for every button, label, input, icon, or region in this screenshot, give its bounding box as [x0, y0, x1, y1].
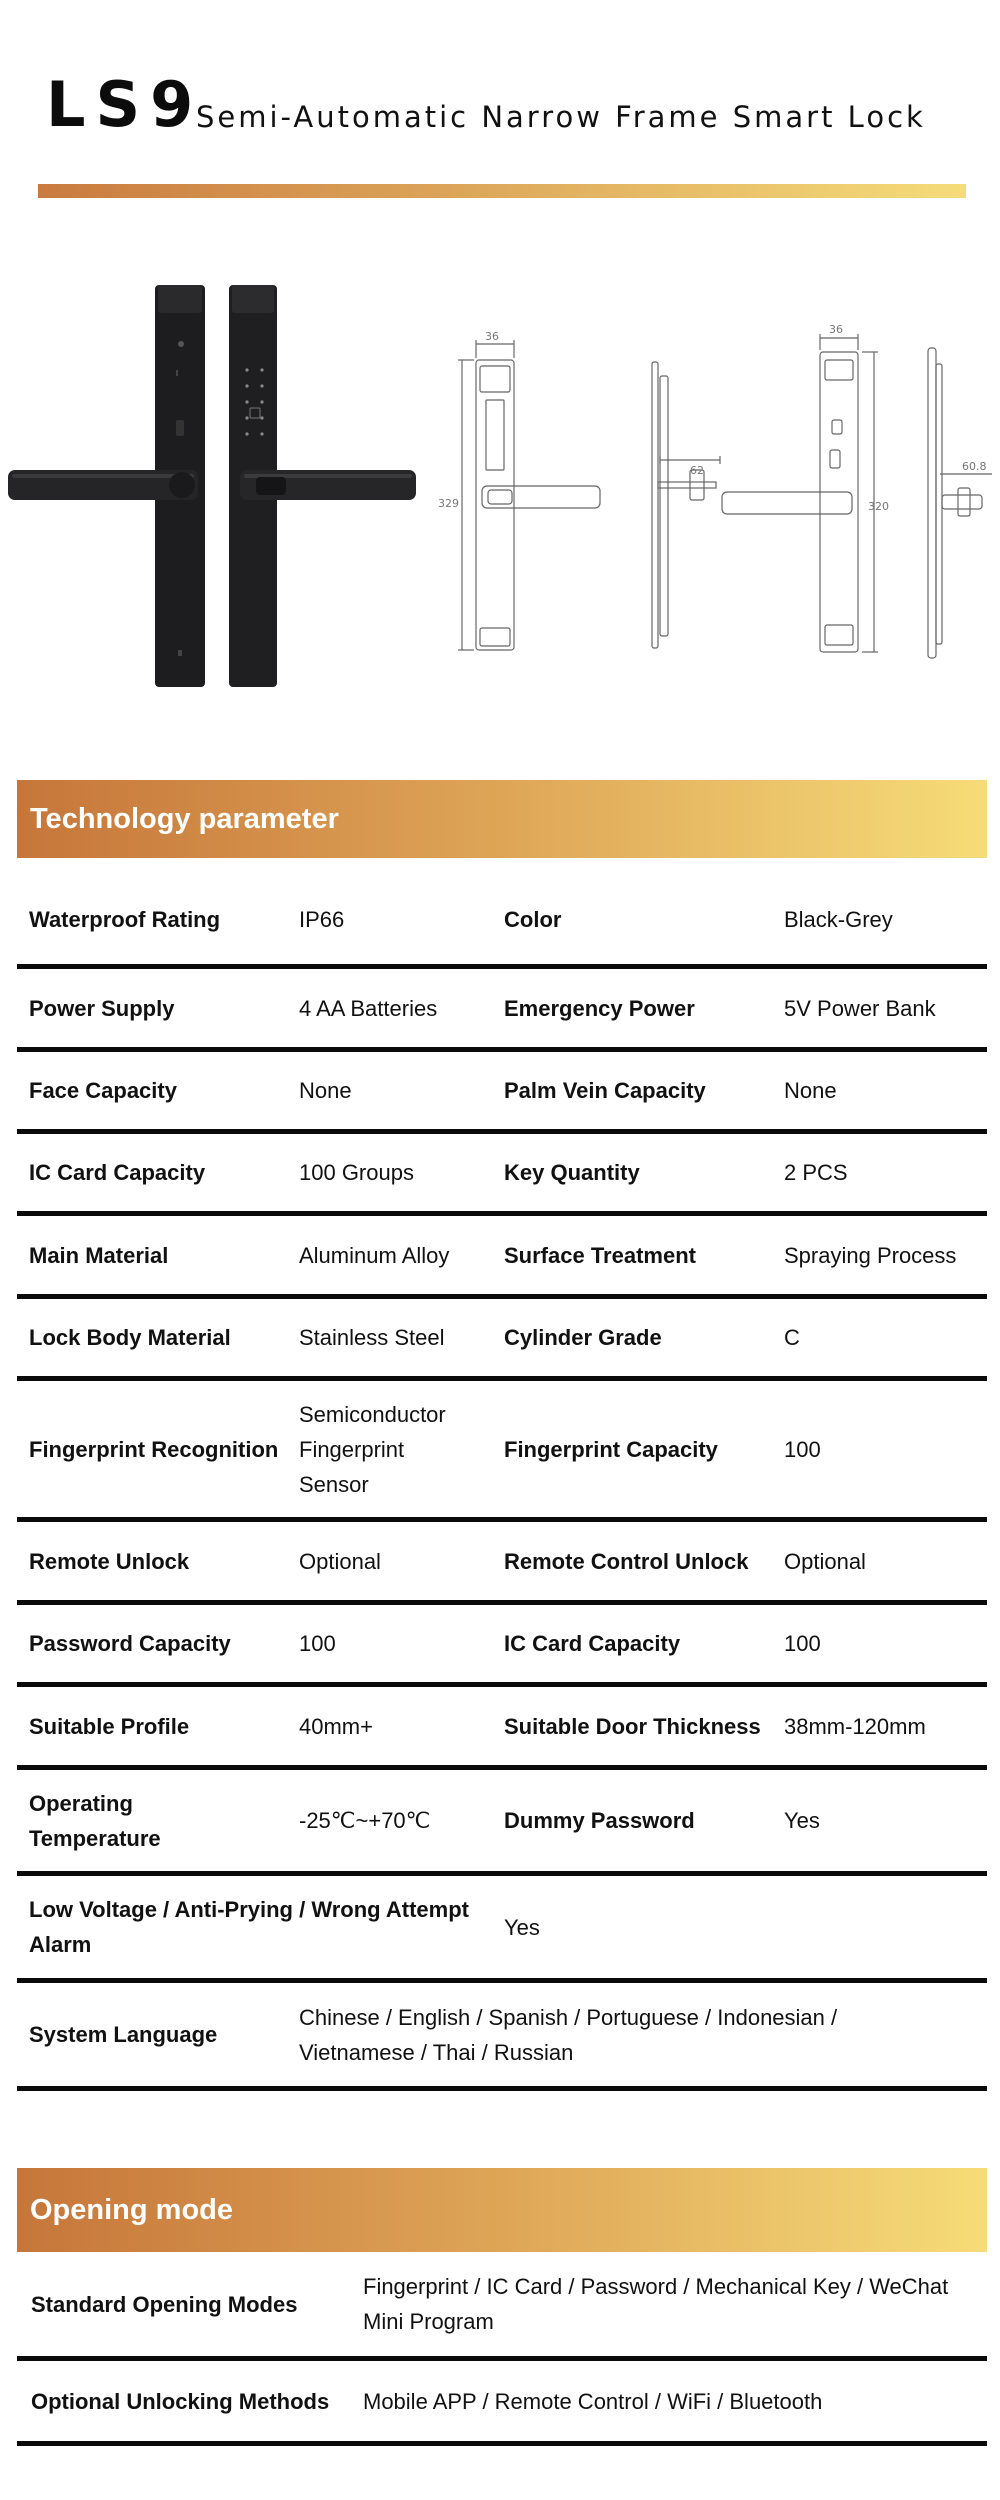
param-label: Operating Temperature — [29, 1790, 161, 1851]
drawing-side-view — [652, 362, 720, 648]
param-value: 40mm+ — [299, 1713, 373, 1739]
param-label: Remote Control Unlock — [504, 1548, 749, 1574]
param-value: Aluminum Alloy — [299, 1242, 450, 1268]
header-gradient-bar — [38, 184, 966, 198]
param-value: Optional — [784, 1548, 866, 1574]
opening-value: Fingerprint / IC Card / Password / Mechanical Key / WeChat Mini Program — [363, 2274, 949, 2334]
param-row — [17, 1770, 987, 1871]
param-row — [17, 873, 987, 965]
product-images — [0, 270, 1000, 710]
param-label: Low Voltage / Anti-Prying / Wrong Attempt Alarm — [29, 1897, 469, 1957]
param-value: IP66 — [299, 906, 345, 932]
tech-parameter-title: Technology parameter — [30, 803, 339, 835]
lock-photo-keypad — [229, 285, 416, 687]
param-value: 38mm-120mm — [784, 1713, 926, 1739]
param-value: -25℃~+70℃ — [299, 1808, 431, 1833]
param-value: Spraying Process — [784, 1242, 957, 1268]
model-name: LS9 — [46, 68, 204, 141]
row-divider — [17, 2086, 987, 2091]
param-row — [17, 1876, 987, 1978]
param-row — [17, 1687, 987, 1765]
param-value: C — [784, 1325, 800, 1350]
param-row — [17, 969, 987, 1047]
param-label: Emergency Power — [504, 995, 695, 1021]
param-label: Password Capacity — [29, 1631, 231, 1656]
dim-rear-width: 36 — [829, 323, 843, 336]
opening-mode-title: Opening mode — [30, 2194, 233, 2226]
opening-row — [17, 2361, 987, 2441]
page-header — [40, 68, 970, 156]
param-label: Dummy Password — [504, 1808, 695, 1833]
opening-value: Mobile APP / Remote Control / WiFi / Bluetooth — [363, 2388, 823, 2414]
opening-label: Optional Unlocking Methods — [31, 2388, 330, 2414]
param-label: Key Quantity — [504, 1160, 640, 1185]
param-value: Yes — [504, 1914, 540, 1940]
param-row — [17, 1522, 987, 1600]
param-label: System Language — [29, 2022, 218, 2047]
param-label: Power Supply — [29, 995, 175, 1021]
dim-rear-depth: 60.8 — [962, 460, 987, 473]
row-divider — [17, 2441, 987, 2446]
param-value: Optional — [299, 1548, 381, 1574]
param-label: Color — [504, 906, 562, 932]
param-label: Face Capacity — [29, 1078, 177, 1103]
param-row — [17, 1216, 987, 1294]
param-label: Remote Unlock — [29, 1548, 190, 1574]
dim-front-width: 36 — [485, 330, 499, 343]
dim-rear-height: 320 — [868, 500, 889, 513]
param-value: Black-Grey — [784, 906, 893, 932]
lock-photo-outer — [8, 285, 205, 687]
param-label: IC Card Capacity — [29, 1160, 206, 1185]
param-label: Fingerprint Recognition — [29, 1436, 279, 1462]
param-label: Suitable Profile — [29, 1713, 190, 1739]
dim-side-depth: 62 — [690, 464, 704, 477]
param-label: Surface Treatment — [504, 1242, 696, 1268]
drawing-side-view-right — [928, 348, 992, 658]
param-value: 100 Groups — [299, 1160, 414, 1185]
tech-parameter-banner — [17, 780, 987, 858]
param-row — [17, 1052, 987, 1129]
product-illustration — [0, 270, 1000, 710]
param-row — [17, 1983, 987, 2086]
product-subtitle: Semi-Automatic Narrow Frame Smart Lock — [196, 100, 926, 134]
param-value: Stainless Steel — [299, 1325, 445, 1350]
param-label: Suitable Door Thickness — [504, 1713, 761, 1739]
param-value: 100 — [784, 1631, 821, 1656]
param-label: Main Material — [29, 1242, 169, 1268]
opening-row — [17, 2252, 987, 2356]
param-label: Cylinder Grade — [504, 1325, 662, 1350]
param-value: Semiconductor Fingerprint Sensor — [299, 1401, 446, 1497]
param-row — [17, 1134, 987, 1211]
param-label: Palm Vein Capacity — [504, 1078, 706, 1103]
opening-mode-banner — [17, 2168, 987, 2252]
param-value: None — [299, 1078, 352, 1103]
param-value: 100 — [299, 1631, 336, 1656]
param-value: 100 — [784, 1436, 821, 1462]
param-row — [17, 1605, 987, 1682]
opening-label: Standard Opening Modes — [31, 2291, 298, 2317]
param-value: None — [784, 1078, 837, 1103]
param-label: Fingerprint Capacity — [504, 1436, 718, 1462]
param-row — [17, 1381, 987, 1517]
param-value: 2 PCS — [784, 1160, 848, 1185]
param-value: Yes — [784, 1808, 820, 1833]
param-value: 4 AA Batteries — [299, 995, 438, 1021]
param-label: Waterproof Rating — [29, 906, 221, 932]
drawing-front-view — [458, 340, 600, 650]
param-row — [17, 1299, 987, 1376]
param-value: 5V Power Bank — [784, 995, 936, 1021]
dim-front-height: 329 — [438, 497, 459, 510]
param-label: IC Card Capacity — [504, 1631, 681, 1656]
param-value: Chinese / English / Spanish / Portuguese / Indonesian / Vietnamese / Thai / Russian — [299, 2004, 838, 2065]
param-label: Lock Body Material — [29, 1325, 231, 1350]
drawing-rear-view — [722, 334, 878, 652]
